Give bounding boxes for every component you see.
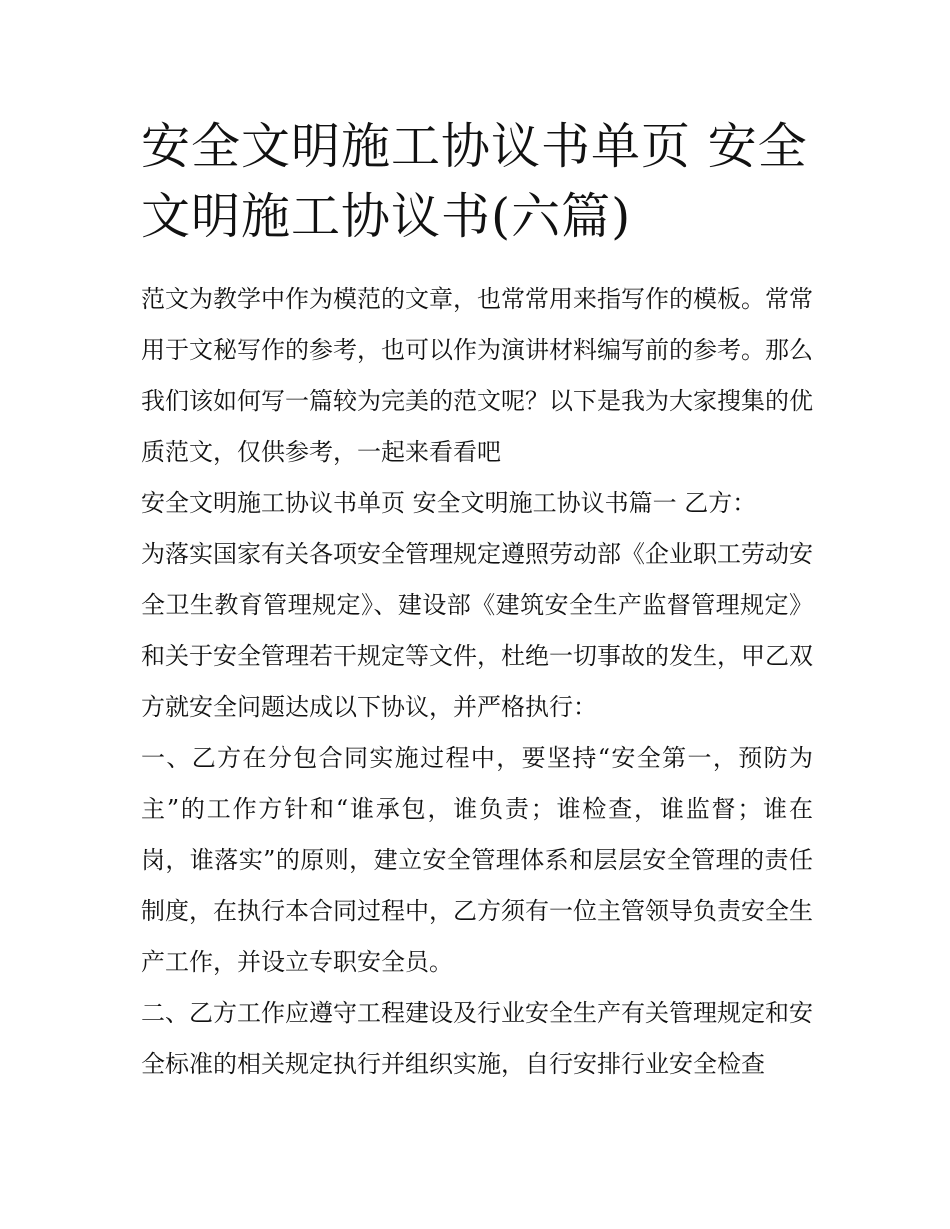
document-title: 安全文明施工协议书单页 安全文明施工协议书(六篇): [141, 118, 808, 245]
paragraph-preamble: 为落实国家有关各项安全管理规定遵照劳动部《企业职工劳动安全卫生教育管理规定》、建设部《建筑安全生产监督管理规定》和关于安全管理若干规定等文件，杜绝一切事故的发生，甲乙双方就安全问题达成以下协议，并严格执行：: [141, 540, 813, 721]
document-page: [141, 112, 813, 1090]
paragraph-intro: 范文为教学中作为模范的文章，也常常用来指写作的模板。常常用于文秘写作的参考，也可以作为演讲材料编写前的参考。那么我们该如何写一篇较为完美的范文呢？以下是我为大家搜集的优质范文，仅供参考，一起来看看吧: [141, 285, 813, 466]
paragraph-heading-part-one: 安全文明施工协议书单页 安全文明施工协议书篇一 乙方：: [141, 489, 757, 517]
document-body: [141, 274, 813, 1090]
paragraph-clause-one: 一、乙方在分包合同实施过程中，要坚持“安全第一，预防为主”的工作方针和“谁承包，谁负责；谁检查，谁监督；谁在岗，谁落实”的原则，建立安全管理体系和层层安全管理的责任制度，在执行本合同过程中，乙方须有一位主管领导负责安全生产工作，并设立专职安全员。: [141, 744, 813, 976]
paragraph-clause-two: 二、乙方工作应遵守工程建设及行业安全生产有关管理规定和安全标准的相关规定执行并组织实施，自行安排行业安全检查: [141, 999, 813, 1078]
